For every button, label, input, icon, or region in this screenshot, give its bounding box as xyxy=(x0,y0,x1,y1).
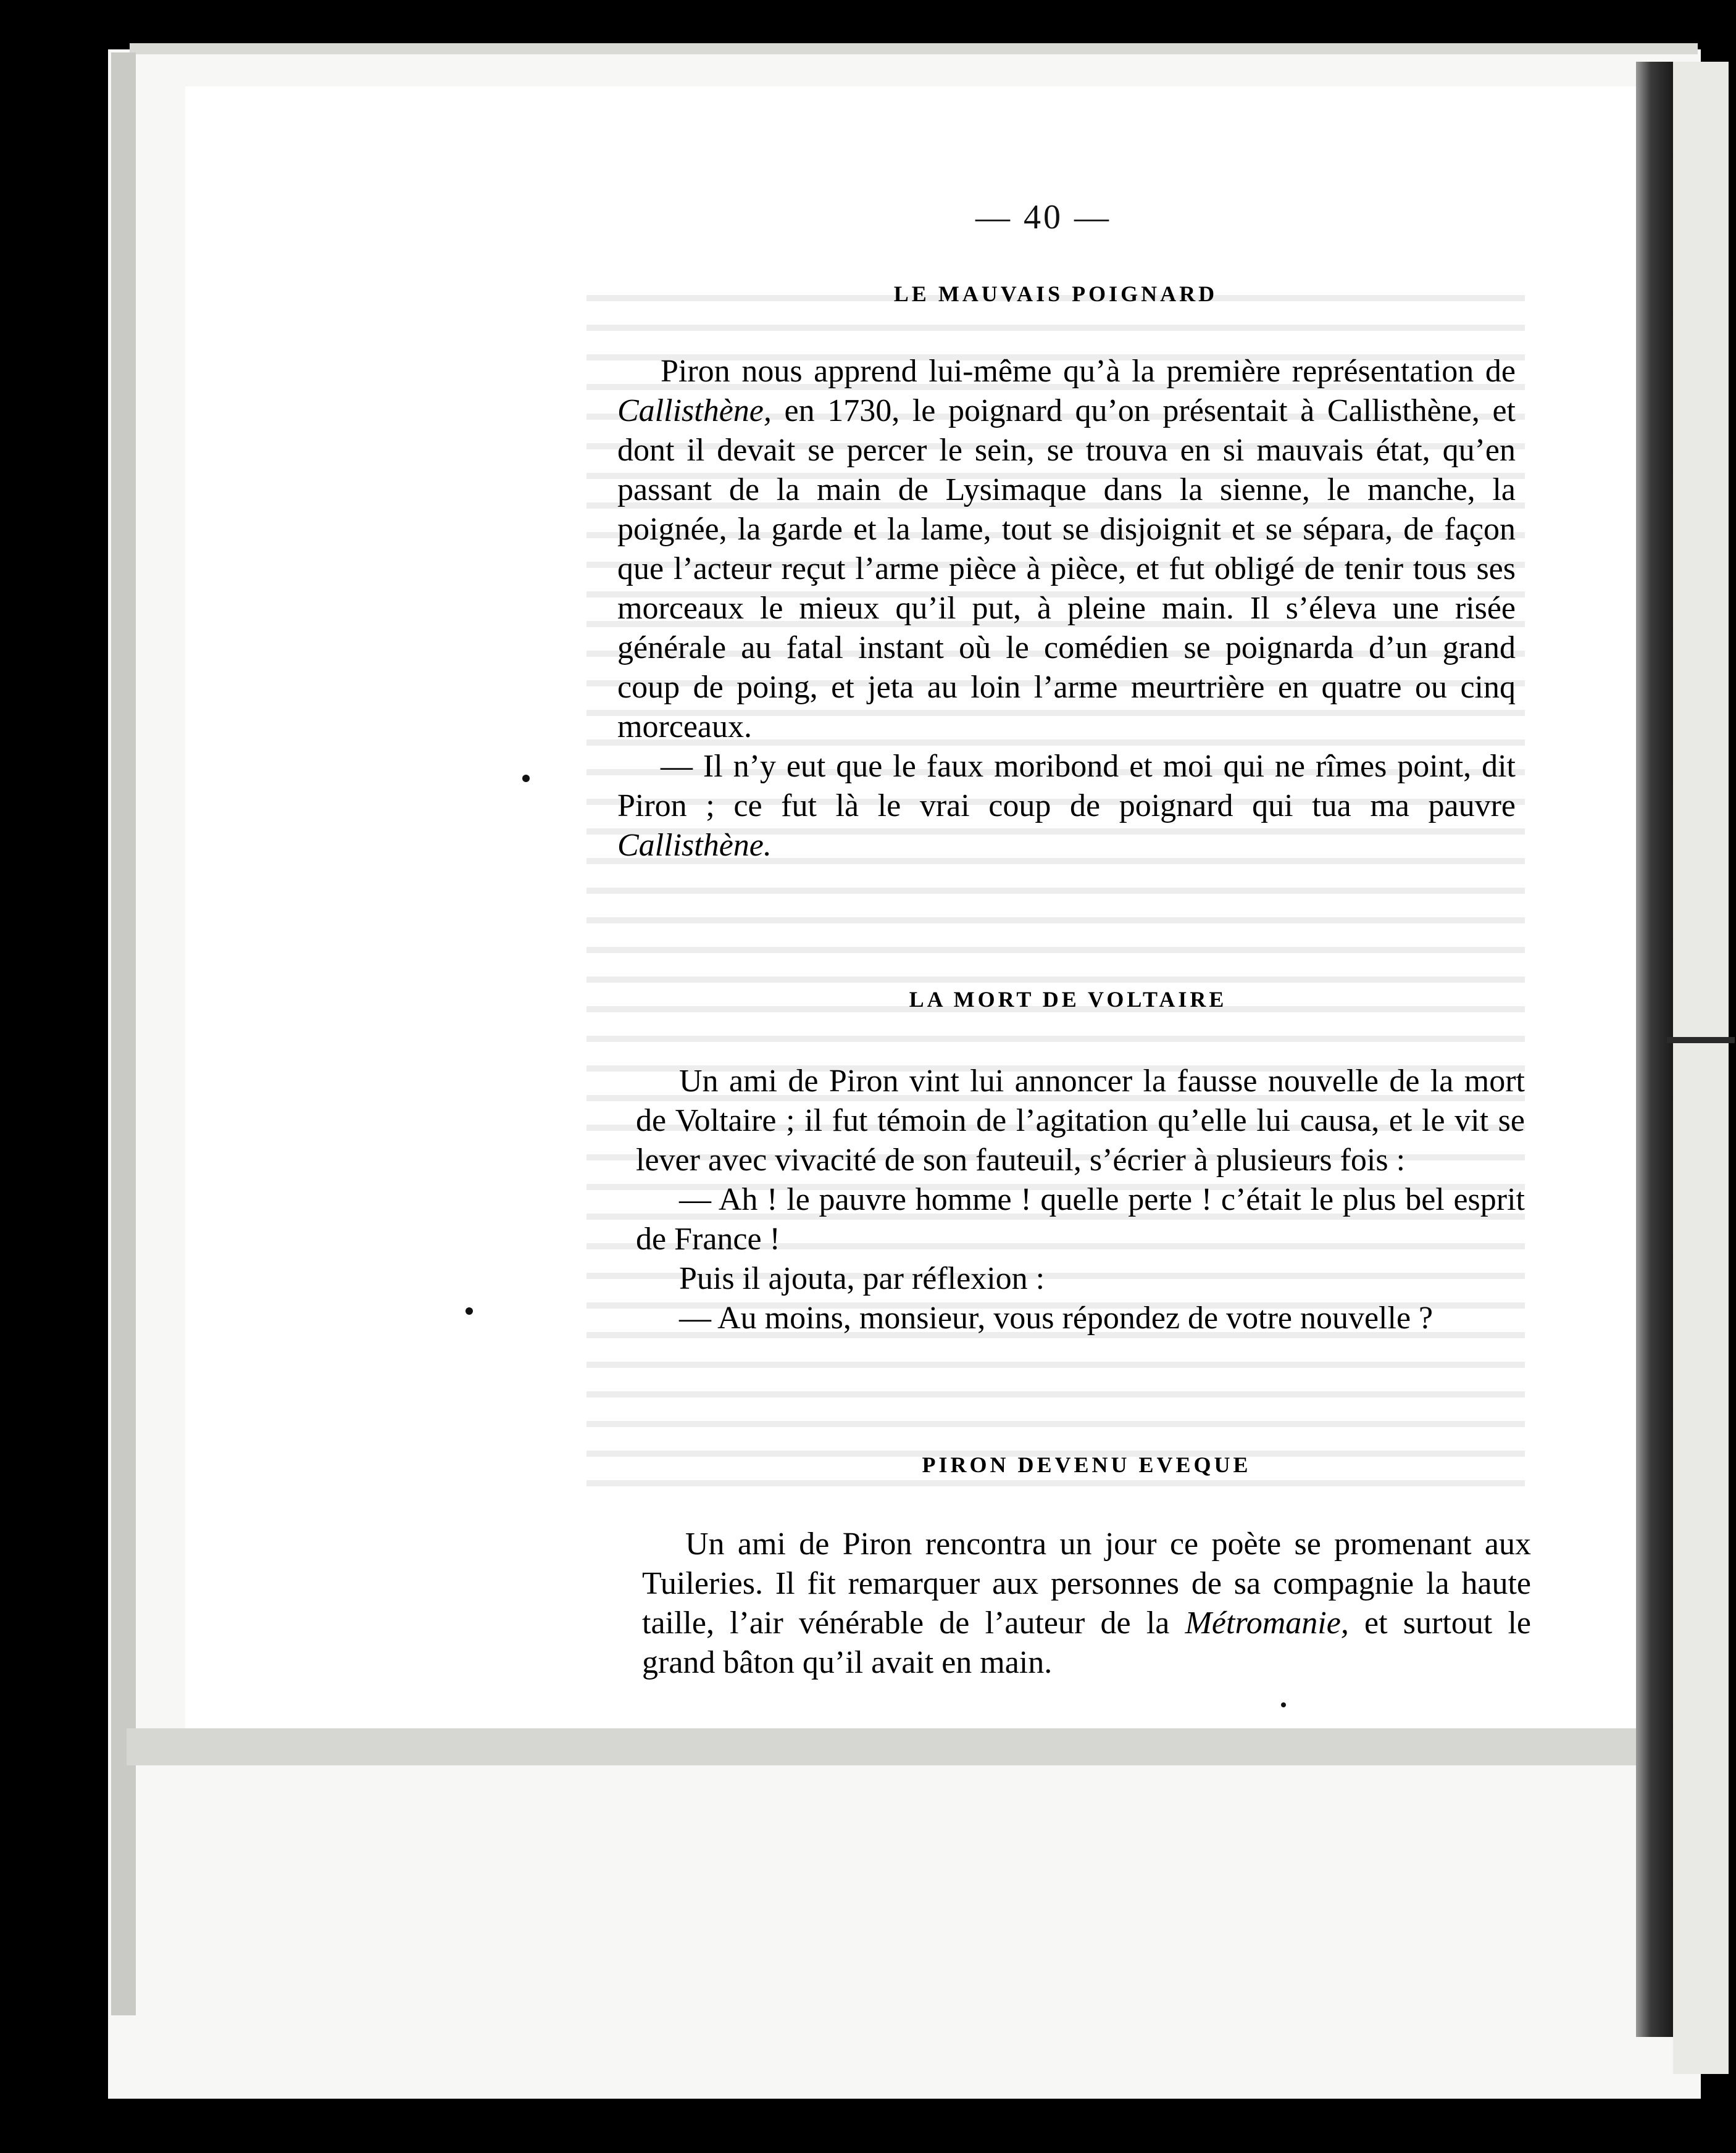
page-number: — 40 — xyxy=(975,198,1111,236)
text-run: et surtout le grand bâton qu’il avait en main. xyxy=(642,1605,1532,1680)
italic-title: Métromanie, xyxy=(1185,1605,1349,1641)
paragraph xyxy=(617,352,1516,747)
section-heading: LA MORT DE VOLTAIRE xyxy=(909,987,1227,1012)
ink-speck xyxy=(465,1307,473,1315)
paragraph xyxy=(636,1180,1525,1259)
text-run: — Au moins, monsieur, vous répondez de votre nouvelle ? xyxy=(679,1301,1433,1336)
section-body xyxy=(636,1062,1525,1338)
paragraph xyxy=(636,1062,1525,1180)
facing-page-edge xyxy=(1673,62,1729,2074)
section-body xyxy=(617,352,1516,865)
text-run: en 1730, le poignard qu’on présentait à Callisthène, et dont il devait se percer le sein, se trouva en si mauvais état, qu’en passant de la main de Lysimaque dans la sienne, le manche, la poignée, la garde et la lame, tout se disjoignit et se sépara, de façon que l’acteur reçut l’arme pièce à pièce, et fut obligé de tenir tous ses morceaux le mieux qu’il put, à pleine main. Il s’éleva une risée générale au fatal instant où le comédien se poignarda d’un grand coup de poing, et jeta au loin l’arme meurtrière en quatre ou cinq morceaux. xyxy=(617,393,1516,744)
text-run: Un ami de Piron vint lui annoncer la fausse nouvelle de la mort de Voltaire ; il fut témoin de l’agitation qu’elle lui causa, et le vit se lever avec vivacité de son fauteuil, s’écrier à plusieurs fois : xyxy=(636,1064,1525,1178)
paragraph xyxy=(636,1299,1525,1338)
binding-fold-shadow xyxy=(1636,62,1673,2037)
page-top-edge xyxy=(130,43,1698,54)
ink-speck xyxy=(1281,1702,1286,1707)
italic-title: Callisthène. xyxy=(617,828,772,863)
italic-title: Callisthène, xyxy=(617,393,772,428)
section-body xyxy=(642,1525,1531,1683)
paragraph xyxy=(642,1525,1531,1683)
page-bottom-edge xyxy=(127,1728,1658,1765)
facing-page-crease xyxy=(1667,1037,1735,1043)
paragraph xyxy=(636,1259,1525,1299)
page-left-edge xyxy=(111,52,136,2015)
text-run: — Il n’y eut que le faux moribond et moi qui ne rîmes point, dit Piron ; ce fut là le vrai coup de poignard qui tua ma pauvre xyxy=(617,749,1516,823)
text-run: Piron nous apprend lui-même qu’à la première représentation de xyxy=(661,354,1516,389)
paragraph xyxy=(617,747,1516,865)
ink-speck xyxy=(522,775,530,782)
text-run: Un ami de Piron rencontra un jour ce poète se promenant aux Tuileries. Il fit remarquer aux personnes de sa compagnie la haute taille, l’air vénérable de l’auteur de la xyxy=(642,1526,1531,1641)
text-run: Puis il ajouta, par réflexion : xyxy=(679,1261,1045,1296)
section-heading: PIRON DEVENU EVEQUE xyxy=(922,1452,1251,1477)
section-heading: LE MAUVAIS POIGNARD xyxy=(893,281,1218,306)
text-run: — Ah ! le pauvre homme ! quelle perte ! c’était le plus bel esprit de France ! xyxy=(636,1182,1525,1257)
